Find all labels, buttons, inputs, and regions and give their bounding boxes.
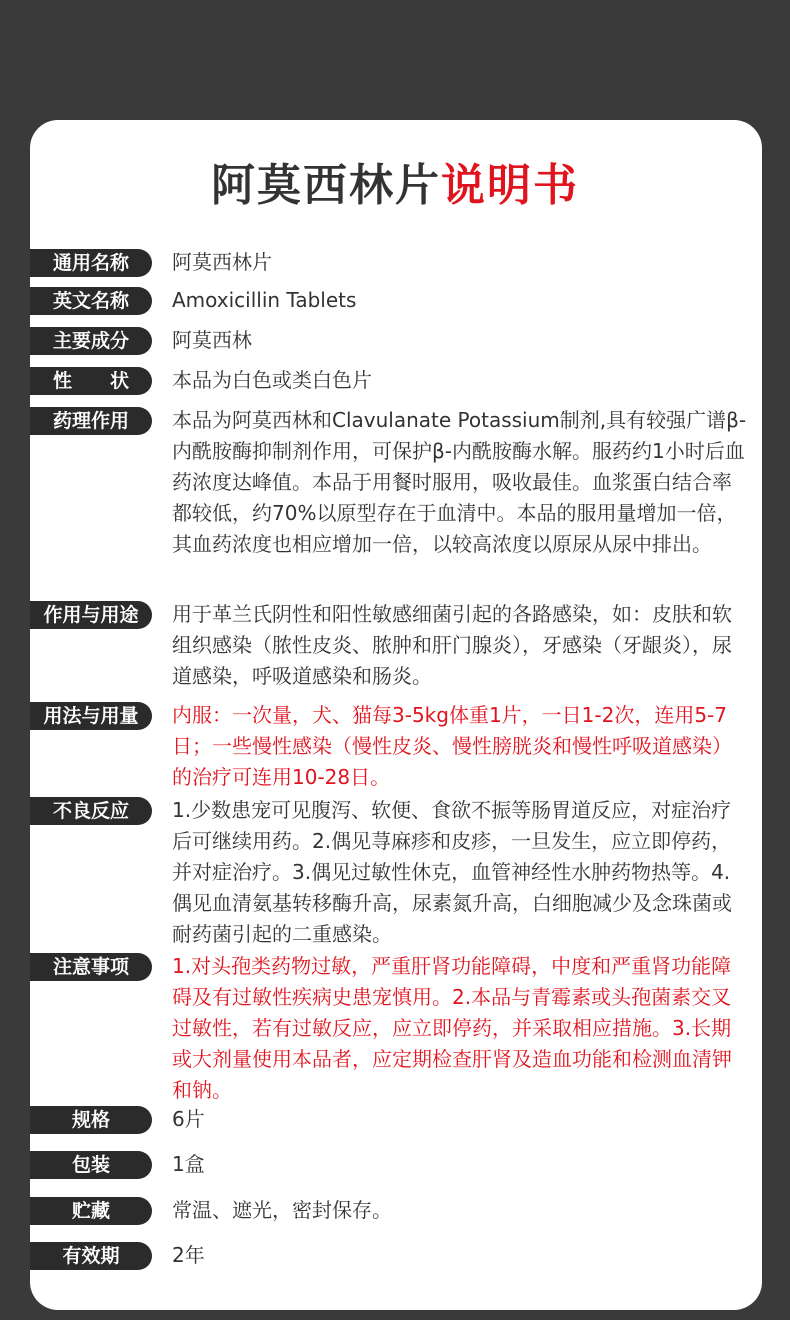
label-specification: 规格	[30, 1106, 152, 1134]
label-appearance: 性 状	[30, 367, 152, 395]
label-validity: 有效期	[30, 1242, 152, 1270]
label-generic-name: 通用名称	[30, 249, 152, 277]
value-adverse-reactions: 1.少数患宠可见腹泻、软便、食欲不振等肠胃道反应，对症治疗后可继续用药。2.偶见荨麻疹和皮疹，一旦发生，应立即停药，并对症治疗。3.偶见过敏性休克，血管神经性水肿药物热等。4.偶见血清氨基转移酶升高，尿素氮升高，白细胞减少及念珠菌或耐药菌引起的二重感染。	[172, 798, 732, 946]
value-validity: 2年	[172, 1243, 205, 1267]
page-title	[0, 160, 790, 212]
value-dosage: 内服：一次量，犬、猫每3-5kg体重1片，一日1-2次，连用5-7日；一些慢性感染（慢性皮炎、慢性膀胱炎和慢性呼吸道感染）的治疗可连用10-28日。	[172, 703, 732, 789]
title-manual: 说明书	[441, 160, 579, 211]
value-appearance: 本品为白色或类白色片	[172, 368, 372, 392]
label-pharmacology: 药理作用	[30, 407, 152, 435]
label-dosage: 用法与用量	[30, 702, 152, 730]
value-generic-name: 阿莫西林片	[172, 250, 272, 274]
label-indications: 作用与用途	[30, 601, 152, 629]
value-pharmacology: 本品为阿莫西林和Clavulanate Potassium制剂,具有较强广谱β-内酰胺酶抑制剂作用，可保护β-内酰胺酶水解。服药约1小时后血药浓度达峰值。本品于用餐时服用，吸收最佳。血浆蛋白结合率都较低，约70%以原型存在于血清中。本品的服用量增加一倍，其血药浓度也相应增加一倍，以较高浓度以原尿从尿中排出。	[172, 408, 747, 556]
value-indications: 用于革兰氏阴性和阳性敏感细菌引起的各路感染，如：皮肤和软组织感染（脓性皮炎、脓肿和肝门腺炎），牙感染（牙龈炎），尿道感染，呼吸道感染和肠炎。	[172, 602, 732, 688]
label-storage: 贮藏	[30, 1197, 152, 1225]
value-specification: 6片	[172, 1107, 205, 1131]
label-package: 包装	[30, 1151, 152, 1179]
value-ingredient: 阿莫西林	[172, 328, 252, 352]
label-english-name: 英文名称	[30, 287, 152, 315]
value-precautions: 1.对头孢类药物过敏，严重肝肾功能障碍，中度和严重肾功能障碍及有过敏性疾病史患宠慎用。2.本品与青霉素或头孢菌素交叉过敏性，若有过敏反应，应立即停药，并采取相应措施。3.长期或大剂量使用本品者，应定期检查肝肾及造血功能和检测血清钾和钠。	[172, 954, 732, 1102]
value-english-name: Amoxicillin Tablets	[172, 288, 357, 312]
title-drug-name: 阿莫西林片	[211, 160, 441, 211]
value-package: 1盒	[172, 1152, 205, 1176]
value-storage: 常温、遮光，密封保存。	[172, 1198, 392, 1222]
label-adverse-reactions: 不良反应	[30, 797, 152, 825]
label-precautions: 注意事项	[30, 953, 152, 981]
label-ingredient: 主要成分	[30, 327, 152, 355]
